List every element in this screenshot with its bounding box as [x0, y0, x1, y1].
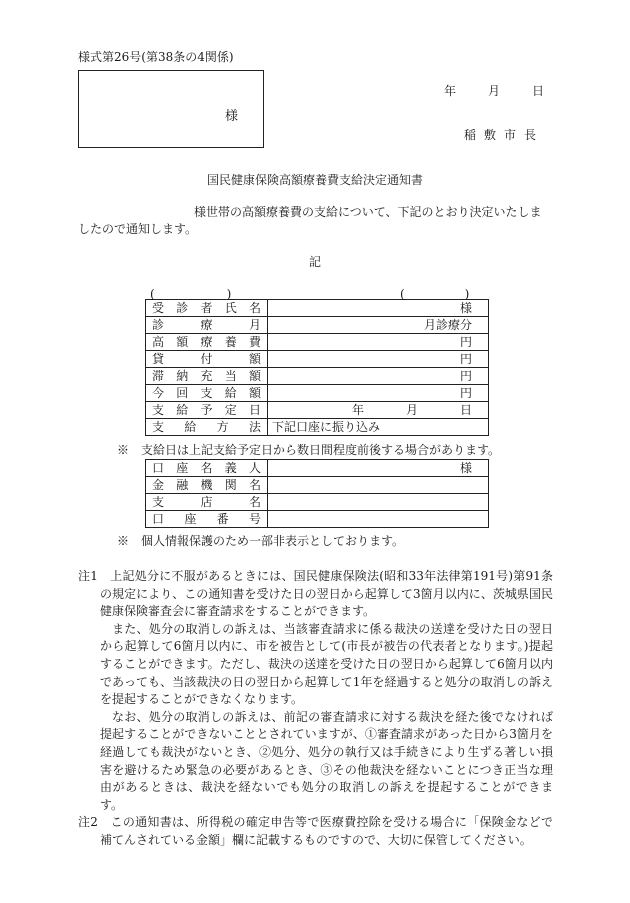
row-label: 診療月	[146, 317, 268, 334]
table-row	[146, 334, 489, 351]
pay-day: 日	[459, 403, 472, 417]
intro-paragraph	[78, 204, 548, 238]
recipient-address-box	[78, 70, 264, 148]
privacy-note: ※ 個人情報保護のため一部非表示としております。	[117, 534, 405, 548]
row-value: 円	[268, 351, 489, 368]
row-label: 今回支給額	[146, 385, 268, 402]
row-value: 月診療分	[268, 317, 489, 334]
pay-month: 月	[405, 403, 418, 417]
row-label: 滞納充当額	[146, 368, 268, 385]
note2: 注2 この通知書は、所得税の確定申告等で医療費控除を受ける場合に「保険金などで補てんされている金額」欄に記載するものですので、大切に保管してください。	[78, 815, 553, 847]
row-value	[268, 511, 489, 528]
notes-section	[78, 568, 553, 850]
row-label: 支店名	[146, 494, 268, 511]
table-row	[146, 419, 489, 436]
row-value: 様	[268, 300, 489, 317]
paren-right: ( )	[400, 287, 470, 301]
note1-para3: なお、処分の取消しの訴えは、前記の審査請求に対する裁決を経た後でなければ提起することができないこととされていますが、①審査請求があった日から3箇月を経過しても裁決がないとき、②処分、処分の執行又は手続きにより生ずる著しい損害を避けるため緊急の必要があるとき、③その他裁決を経ないことにつき正当な理由があるときは、裁決を経ないでも処分の取消しの訴えを提起することができます。	[100, 709, 553, 812]
row-value: 円	[268, 385, 489, 402]
row-value: 円	[268, 368, 489, 385]
intro-text: 様世帯の高額療養費の支給について、下記のとおり決定いたしましたので通知します。	[78, 205, 542, 236]
table-row	[146, 385, 489, 402]
row-label: 口座番号	[146, 511, 268, 528]
row-label: 金融機関名	[146, 477, 268, 494]
document-title: 国民健康保険高額療養費支給決定通知書	[206, 173, 423, 187]
row-label: 受診者氏名	[146, 300, 268, 317]
table-row	[146, 317, 489, 334]
table-row	[146, 351, 489, 368]
account-table	[145, 459, 489, 528]
payment-table	[145, 299, 489, 436]
table-row	[146, 368, 489, 385]
payment-date-note: ※ 支給日は上記支給予定日から数日間程度前後する場合があります。	[117, 443, 501, 457]
row-value	[268, 477, 489, 494]
row-label: 支給予定日	[146, 402, 268, 419]
recipient-honorific: 様	[225, 109, 239, 124]
ki-heading: 記	[308, 255, 321, 269]
issuer-name: 稲敷市長	[463, 128, 544, 142]
issue-date	[444, 82, 544, 99]
table-row	[146, 477, 489, 494]
row-label: 支給方法	[146, 419, 268, 436]
note1-para2: また、処分の取消しの訴えは、当該審査請求に係る裁決の送達を受けた日の翌日から起算して6箇月以内に、市を被告として(市長が被告の代表者となります。)提起することができます。ただし、裁決の送達を受けた日の翌日から起算して6箇月以内であっても、当該裁決の日の翌日から起算して1年を経過すると処分の取消しの訴えを提起することができなくなります。	[100, 621, 553, 707]
date-day: 日	[531, 84, 544, 98]
table-row	[146, 402, 489, 419]
payment-date-value	[268, 402, 489, 419]
pay-year: 年	[351, 403, 364, 417]
table-row	[146, 511, 489, 528]
date-month: 月	[487, 84, 500, 98]
row-label: 口座名義人	[146, 460, 268, 477]
note1-head: 注1 上記処分に不服があるときには、国民健康保険法(昭和33年法律第191号)第91条の規定により、この通知書を受けた日の翌日から起算して3箇月以内に、茨城県国民健康保険審査会に審査請求をすることができます。	[78, 569, 553, 619]
row-label: 貸付額	[146, 351, 268, 368]
date-year: 年	[443, 84, 456, 98]
table-row	[146, 494, 489, 511]
form-number: 様式第26号(第38条の4関係)	[78, 50, 234, 64]
row-value: 円	[268, 334, 489, 351]
row-value: 様	[268, 460, 489, 477]
table-row	[146, 300, 489, 317]
row-value	[268, 494, 489, 511]
paren-left: ( )	[150, 287, 232, 301]
row-value: 下記口座に振り込み	[268, 419, 489, 436]
table-row	[146, 460, 489, 477]
row-label: 高額療養費	[146, 334, 268, 351]
